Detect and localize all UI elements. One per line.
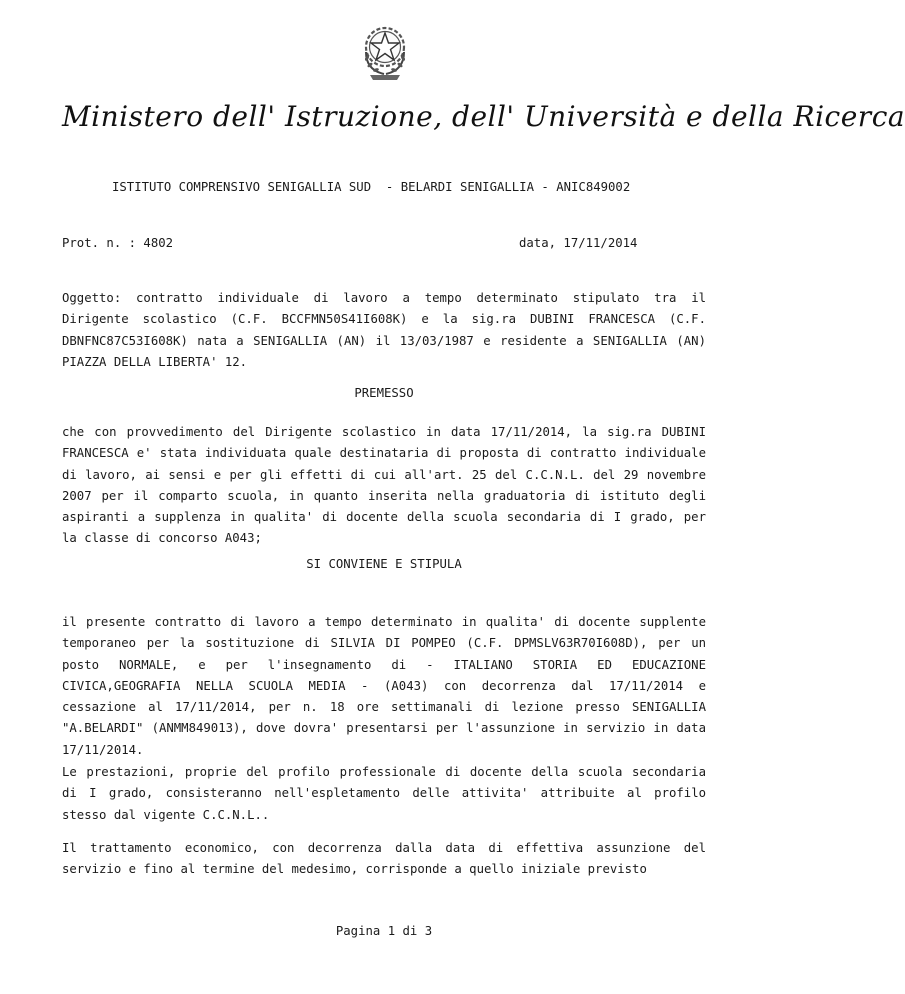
stipula-heading: SI CONVIENE E STIPULA xyxy=(306,557,462,571)
ministry-header xyxy=(62,22,905,133)
premesso-paragraph: che con provvedimento del Dirigente scolastico in data 17/11/2014, la sig.ra DUBINI FRANCESCA e' stata individuata quale destinataria di proposta di contratto individuale di lavoro, ai sensi e per gli effetti di cui all'art. 25 del C.C.N.L. del 29 novembre 2007 per il comparto scuola, in quanto inserita nella graduatoria di istituto degli aspiranti a supplenza in qualita' di docente della scuola secondaria di I grado, per la classe di concorso A043; xyxy=(62,425,706,546)
school-line: ISTITUTO COMPRENSIVO SENIGALLIA SUD - BELARDI SENIGALLIA - ANIC849002 xyxy=(112,180,631,194)
trattamento-paragraph: Il trattamento economico, con decorrenza dalla data di effettiva assunzione del servizio e fino al termine del medesimo, corrisponde a quello iniziale previsto xyxy=(62,841,706,877)
protocol-number: Prot. n. : 4802 xyxy=(62,236,174,250)
ministry-title: Ministero dell' Istruzione, dell' Università e della Ricerca xyxy=(62,100,905,133)
premesso-heading: PREMESSO xyxy=(354,386,414,400)
document-date: data, 17/11/2014 xyxy=(519,236,638,250)
contract-paragraph: il presente contratto di lavoro a tempo determinato in qualita' di docente supplente temporaneo per la sostituzione di SILVIA DI POMPEO (C.F. DPMSLV63R70I608D), per un posto NORMALE, e per l'insegnamento di - ITALIANO STORIA ED EDUCAZIONE CIVICA,GEOGRAFIA NELLA SCUOLA MEDIA - (A043) con decorrenza dal 17/11/2014 e cessazione al 17/11/2014, per n. 18 ore settimanali di lezione presso SENIGALLIA "A.BELARDI" (ANMM849013), dove dovra' presentarsi per l'assunzione in servizio in data 17/11/2014. xyxy=(62,615,706,757)
page-footer: Pagina 1 di 3 xyxy=(335,924,433,938)
prestazioni-paragraph: Le prestazioni, proprie del profilo professionale di docente della scuola secondaria di I grado, consisteranno nell'espletamento delle attivita' attribuite al profilo stesso dal vigente C.C.N.L.. xyxy=(62,765,706,822)
subject-paragraph: Oggetto: contratto individuale di lavoro a tempo determinato stipulato tra il Dirigente scolastico (C.F. BCCFMN50S41I608K) e la sig.ra DUBINI FRANCESCA (C.F. DBNFNC87C53I608K) nata a SENIGALLIA (AN) il 13/03/1987 e residente a SENIGALLIA (AN) PIAZZA DELLA LIBERTA' 12. xyxy=(62,291,706,369)
italian-republic-emblem-icon xyxy=(358,22,412,82)
